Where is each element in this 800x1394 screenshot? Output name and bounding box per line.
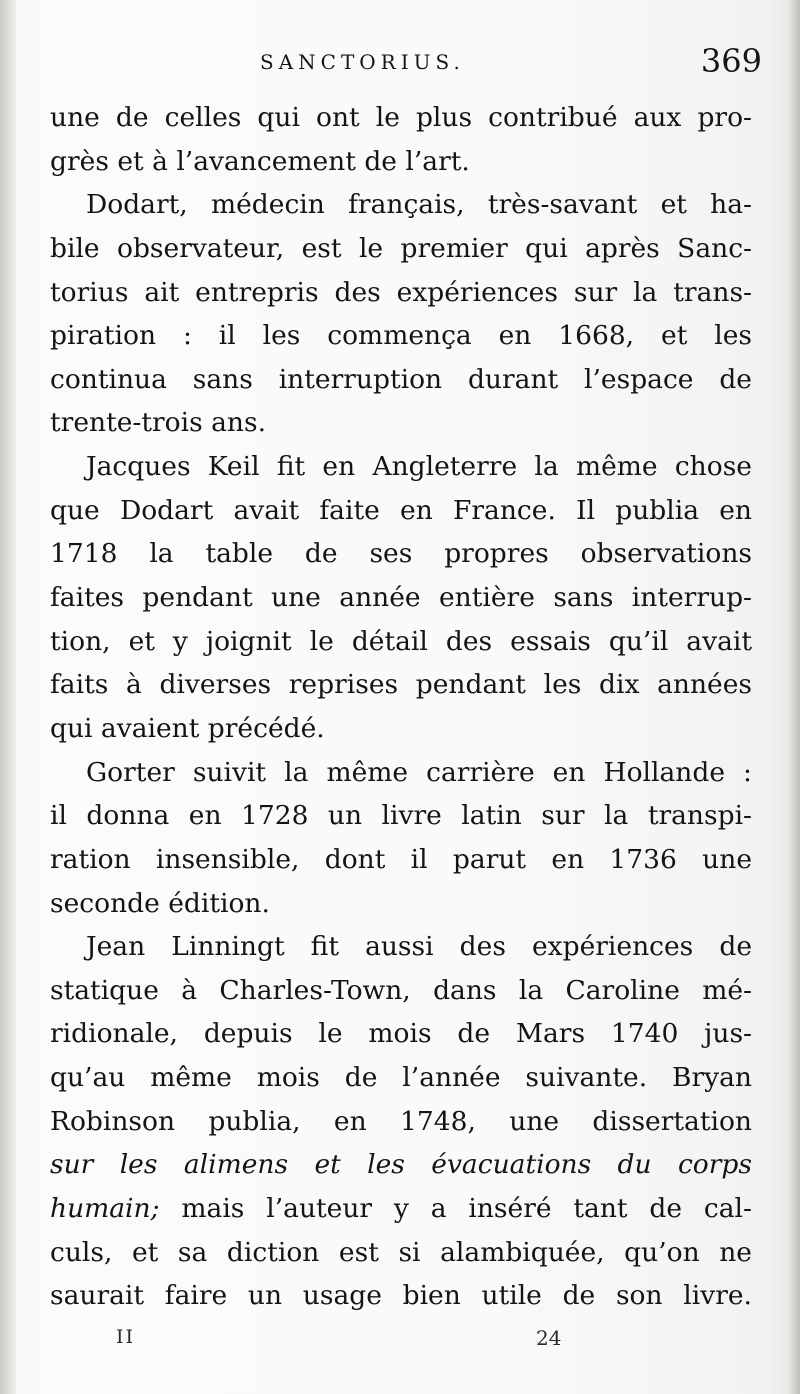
italic-title-line: sur les alimens et les évacuations du corps [50, 1149, 752, 1181]
page-edge-shadow [786, 0, 800, 1394]
text-line: Jean Linningt fit aussi des expériences de [86, 931, 752, 963]
text-line: culs, et sa diction est si alambiquée, qu’on ne [50, 1236, 752, 1268]
page-header [48, 44, 764, 90]
text-line: seconde édition. [50, 887, 270, 919]
text-line: statique à Charles-Town, dans la Caroline mé- [50, 974, 752, 1006]
text-line: 1718 la table de ses propres observations [50, 538, 752, 570]
text-line: continua sans interruption durant l’espace de [50, 363, 752, 395]
text-line: tion, et y joignit le détail des essais qu’il avait [50, 625, 752, 657]
italic-title-end: humain; [50, 1193, 160, 1225]
text-line: qu’au même mois de l’année suivante. Bryan [50, 1062, 752, 1094]
text-line-continuation: mais l’auteur y a inséré tant de cal- [159, 1193, 752, 1225]
signature-number: 24 [536, 1326, 562, 1350]
text-line: saurait faire un usage bien utile de son livre. [50, 1280, 752, 1312]
running-head: SANCTORIUS. [260, 50, 465, 74]
text-line: bile observateur, est le premier qui après Sanc- [50, 232, 752, 264]
text-line: faits à diverses reprises pendant les dix années [50, 669, 752, 701]
text-line [50, 1187, 752, 1231]
text-line: que Dodart avait faite en France. Il publia en [50, 494, 752, 526]
page-gutter-shadow [0, 0, 16, 1394]
page-number: 369 [700, 42, 762, 80]
body-text [50, 96, 752, 1318]
text-line: torius ait entrepris des expériences sur la trans- [50, 276, 752, 308]
text-line: grès et à l’avancement de l’art. [50, 145, 470, 177]
text-line: faites pendant une année entière sans interrup- [50, 582, 752, 614]
text-line: ridionale, depuis le mois de Mars 1740 jus- [50, 1018, 752, 1050]
text-line: piration : il les commença en 1668, et les [50, 320, 752, 352]
signature-volume: II [116, 1326, 136, 1348]
text-line: Robinson publia, en 1748, une dissertation [50, 1105, 752, 1137]
page-footer [50, 1326, 752, 1356]
text-line: Jacques Keil fit en Angleterre la même chose [86, 451, 752, 483]
text-line: trente-trois ans. [50, 407, 267, 439]
text-line: Dodart, médecin français, très-savant et ha- [86, 189, 752, 221]
text-line: qui avaient précédé. [50, 712, 325, 744]
text-line: ration insensible, dont il parut en 1736 une [50, 843, 752, 875]
text-line: Gorter suivit la même carrière en Hollande : [86, 756, 752, 788]
text-line: il donna en 1728 un livre latin sur la transpi- [50, 800, 752, 832]
text-line: une de celles qui ont le plus contribué aux pro- [50, 102, 752, 133]
